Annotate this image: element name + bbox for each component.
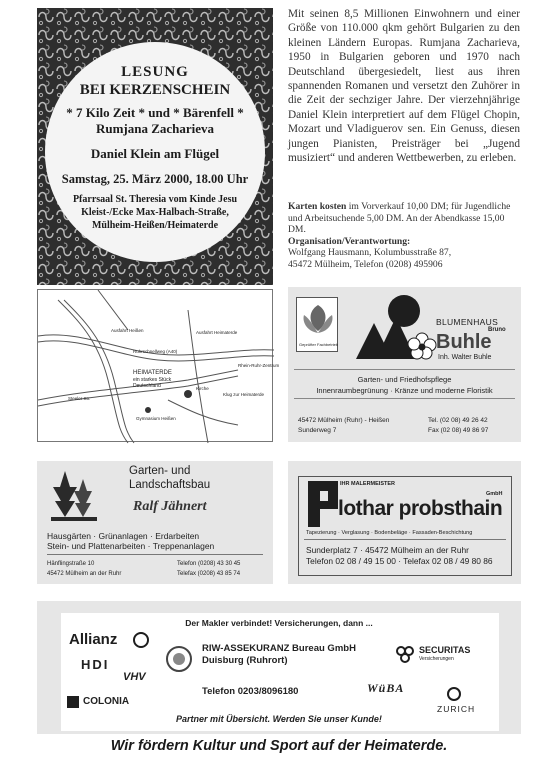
buhle-brand-sub: Bruno [488, 327, 506, 333]
hdi-logo: HDI [81, 657, 110, 672]
probst-services: Tapezierung · Verglasung · Bodenbeläge · Fassaden-Beschichtung [306, 530, 473, 536]
map-label: Ruhrschnellweg (A40) [133, 349, 178, 354]
poster-venue-2: Kleist-/Ecke Max-Halbach-Straße, [81, 207, 229, 218]
buhle-brand-2: Buhle [436, 331, 492, 353]
securitas-subline: Versicherungen [419, 656, 454, 662]
buhle-address-1: 45472 Mülheim (Ruhr) - Heißen [298, 417, 390, 424]
probst-name: lothar probsthain [338, 497, 503, 520]
insurance-slogan: Partner mit Übersicht. Werden Sie unser Kunde! [176, 714, 382, 724]
agency-name: RIW-ASSEKURANZ Bureau GmbH [202, 643, 356, 654]
buhle-brand-1: BLUMENHAUS [436, 317, 499, 327]
poster-venue-3: Mülheim-Heißen/Heimaterde [91, 220, 219, 231]
securitas-logo: SECURITAS [419, 645, 471, 655]
riw-seal-icon [165, 645, 193, 673]
securitas-icon [395, 645, 415, 665]
jaehnert-services-1: Hausgärten · Grünanlagen · Erdarbeiten [47, 531, 200, 541]
trees-logo [51, 467, 97, 523]
ticket-info [288, 201, 520, 271]
insurance-headline: Der Makler verbindet! Versicherungen, dann ... [185, 618, 373, 628]
map-label: Gymnasium Heißen [136, 416, 176, 421]
agency-phone: Telefon 0203/8096180 [202, 686, 299, 697]
jaehnert-line-1: Garten- und [129, 465, 191, 477]
jaehnert-tel: Telefon (0208) 43 30 45 [177, 561, 241, 567]
map-label: Rhein-Ruhr-Zentrum [238, 363, 280, 368]
org-label: Organisation/Verantwortung: [288, 235, 411, 247]
event-poster [37, 8, 273, 285]
allianz-logo: Allianz [69, 631, 118, 648]
vhv-logo: VHV [123, 671, 146, 683]
ad-riw-assekuranz [37, 601, 521, 734]
flower-tree-graphic [346, 293, 436, 361]
poster-musician: Daniel Klein am Flügel [90, 146, 220, 161]
lotus-logo [296, 297, 338, 352]
jaehnert-fax: Telefax (0208) 43 85 74 [177, 571, 241, 577]
map-label: Ausfahrt Heimaterde [196, 330, 238, 335]
allianz-eagle-icon [133, 632, 149, 648]
map-label: Deutschland [133, 383, 161, 389]
logo-caption: Geprüfter Fachbetrieb [299, 342, 339, 347]
buhle-tagline-1: Garten- und Friedhofspflege [357, 375, 452, 384]
jaehnert-services-2: Stein- und Plattenarbeiten · Treppenanlagen [47, 541, 215, 551]
buhle-tel: Tel. (02 08) 49 26 42 [428, 417, 488, 424]
buhle-owner: Inh. Walter Buhle [438, 354, 492, 361]
poster-title: LESUNG [121, 64, 189, 80]
buhle-address-2: Sunderweg 7 [298, 427, 337, 434]
probst-address: Sunderplatz 7 · 45472 Mülheim an der Ruhr [306, 545, 469, 555]
agency-city: Duisburg (Ruhrort) [202, 655, 288, 666]
poster-works: * 7 Kilo Zeit * und * Bärenfell * [66, 105, 244, 120]
probst-gmbh: GmbH [486, 491, 503, 497]
map-label: Steeler Str. [68, 396, 91, 401]
church-marker [184, 390, 192, 398]
colonia-logo: COLONIA [83, 696, 130, 707]
org-line-2: 45472 Mülheim, Telefon (0208) 495906 [288, 258, 443, 270]
intro-paragraph: Mit seinen 8,5 Millionen Einwohnern und einer Größe von 110.000 qkm gehört Bulgarien zu den kleinen Ländern Europas. Rumjana Zacharieva, 1950 in Bulgarien geboren und 1970 nach Deutschland übergesiedelt, liest aus ihren spannenden Romanen und versetzt den Zuhörer in die Zeit der sechziger Jahre. Der vierzehnjährige Daniel Klein interpretiert auf dem Flügel Chopin, Mozart und Vladiguerov sen. Ein Genuss, diesen jungen Pianisten, Preisträger bei „Jugend musiziert“ und anderen Wettbewerben, zu erleben. [288, 8, 520, 165]
org-line-1: Wolfgang Hausmann, Kolumbusstraße 87, [288, 247, 452, 259]
zurich-logo: ZURICH [437, 704, 476, 714]
jaehnert-name: Ralf Jähnert [133, 499, 207, 514]
poster-subtitle: BEI KERZENSCHEIN [79, 82, 231, 98]
wueba-logo: WüBA [367, 681, 405, 695]
map-label: HEIMATERDE [133, 370, 172, 376]
ad-gartenbau-jaehnert [37, 461, 273, 584]
footer-slogan: Wir fördern Kultur und Sport auf der Heimaterde. [110, 738, 448, 754]
colonia-icon [67, 696, 79, 708]
map-label: ein starkes Stück [133, 377, 172, 383]
map-label: Ausfahrt Heißen [111, 328, 144, 333]
zurich-icon [447, 687, 461, 701]
tickets-label: Karten kosten [288, 201, 347, 212]
poster-date: Samstag, 25. März 2000, 18.00 Uhr [61, 172, 249, 186]
probst-phones: Telefon 02 08 / 49 15 00 · Telefax 02 08 / 49 80 86 [306, 556, 493, 566]
buhle-tagline-2: Innenraumbegrünung · Kränze und moderne Floristik [316, 386, 493, 395]
jaehnert-street: Hänflingstraße 10 [47, 561, 95, 567]
map-label: Kirche [196, 386, 209, 391]
buhle-fax: Fax (02 08) 49 86 97 [428, 427, 489, 434]
probst-kicker: IHR MALERMEISTER [340, 481, 395, 487]
ad-blumenhaus-buhle [288, 287, 521, 442]
location-map [37, 289, 280, 442]
poster-venue-1: Pfarrsaal St. Theresia vom Kinde Jesu [72, 194, 238, 205]
jaehnert-city: 45472 Mülheim an der Ruhr [47, 571, 122, 577]
ad-malermeister-probsthain [288, 461, 521, 584]
jaehnert-line-2: Landschaftsbau [129, 479, 211, 491]
map-label: Klug zur Heimaterde [223, 392, 265, 397]
poster-author: Rumjana Zacharieva [95, 121, 215, 136]
tickets-text: im Vorverkauf 10,00 DM; für Jugendliche und Arbeitsuchende 5,00 DM. An der Abendkasse 15,00 DM. [288, 201, 511, 236]
